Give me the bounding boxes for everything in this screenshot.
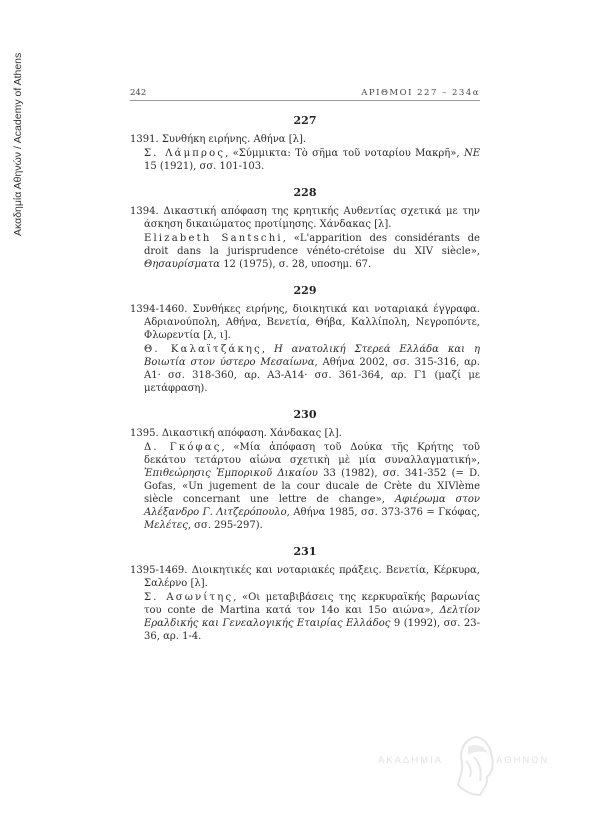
section-number: 230 [293, 408, 317, 421]
entry-id: 1394. [130, 206, 159, 217]
reference-title-italic: Δελτίον Εραλδικής και Γενεαλογικής Εταιρίας Ελλάδος [144, 605, 480, 629]
entry-id: 1394-1460. [130, 304, 188, 315]
reference-text: , Αθήνα 2002, σσ. 315-316, αρ. Α1· σσ. 318-360, αρ. Α3-Α14· σσ. 361-364, αρ. Γ1 (μαζί με μετάφραση). [144, 357, 480, 394]
document-page [130, 88, 480, 643]
entry-line [130, 303, 480, 342]
entry-description: Δικαστική απόφαση της κρητικής Αυθεντίας σχετικά με την άσκηση δικαιώματος προτίμησης. Χάνδακας [λ]. [144, 206, 480, 230]
entry-line [130, 205, 480, 231]
logo-text-right: ΑΘΗΝΩΝ [496, 755, 550, 766]
reference-text: 15 (1921), σσ. 101-103. [144, 161, 265, 172]
watermark-text: Ακαδημία Αθηνών / Academy of Athens [12, 52, 24, 236]
entry-line [130, 427, 480, 440]
entry-description: Συνθήκη ειρήνης. Αθήνα [λ]. [161, 134, 307, 145]
running-head [130, 88, 480, 101]
bibliographic-reference [130, 591, 480, 643]
reference-text: , «Σύμμικτα: Τὸ σῆμα τοῦ νοταρίου Μακρῆ», [225, 148, 464, 159]
page-number: 242 [130, 88, 147, 98]
reference-text: , [261, 344, 274, 355]
catalog-section [130, 114, 480, 173]
section-number: 228 [293, 186, 317, 199]
entry-id: 1395. [130, 428, 159, 439]
athena-head-icon [454, 733, 498, 799]
logo-text-left: ΑΚΑΔΗΜΙΑ [378, 755, 444, 766]
academy-logo [378, 733, 578, 803]
running-title: ΑΡΙΘΜΟΙ 227 – 234α [361, 88, 480, 98]
entry-description: Δικαστική απόφαση. Χάνδακας [λ]. [161, 428, 342, 439]
reference-text: 33 (1982), σσ. 341-352 (= D. Gofas, «Un jugement de la cour ducale de Crète du XIVlème siècle concernant une lettre de change», [144, 468, 480, 505]
reference-text: , «Οι μεταβιβάσεις της κερκυραϊκής βαρωνίας του conte de Martina κατά τον 14ο και 15ο αιώνα», [144, 592, 480, 616]
reference-text: , «L'apparition des considérants de droit dans la jurisprudence vénéto-crétoise du XIV siècle», [144, 233, 480, 257]
reference-title-italic: Ἐπιθεώρησις Ἐμπορικοῦ Δικαίου [144, 468, 318, 479]
reference-title-italic: ΝΕ [463, 148, 480, 159]
reference-title-italic: Μελέτες [144, 520, 188, 531]
reference-text: , σσ. 295-297). [187, 520, 263, 531]
reference-author: Elizabeth Santschi [144, 233, 283, 244]
entry-id: 1391. [130, 134, 159, 145]
section-number: 231 [293, 545, 317, 558]
bibliographic-reference [130, 232, 480, 271]
reference-author: Σ. Ασωνίτης [144, 592, 234, 603]
catalog-section [130, 284, 480, 395]
bibliographic-reference [130, 441, 480, 532]
reference-author: Δ. Γκόφας [144, 442, 222, 453]
catalog-section [130, 408, 480, 532]
entry-description: Διοικητικές και νοταριακές πράξεις. Βενετία, Κέρκυρα, Σαλέρνο [λ]. [144, 565, 480, 589]
entry-description: Συνθήκες ειρήνης, διοικητικά και νοταριακά έγγραφα. Αδριανούπολη, Αθήνα, Βενετία, Θήβα, Καλλίπολη, Νεγροπόντε, Φλωρεντία [λ, ι]. [144, 304, 480, 341]
reference-author: Θ. Καλαϊτζάκης [144, 344, 262, 355]
sections-container [130, 114, 480, 643]
reference-text: 12 (1975), σ. 28, υποσημ. 67. [220, 259, 372, 270]
section-number: 227 [293, 114, 317, 127]
reference-text: , Αθήνα 1985, σσ. 373-376 = Γκόφας, [286, 507, 480, 518]
reference-title-italic: Θησαυρίσματα [144, 259, 221, 270]
reference-title-italic: Αφιέρωμα στον Αλέξανδρο Γ. Λιτζερόπουλο [144, 494, 480, 518]
entry-line [130, 133, 480, 146]
entry-line [130, 564, 480, 590]
reference-text: 9 (1992), σσ. 23-36, αρ. 1-4. [144, 618, 480, 642]
bibliographic-reference [130, 147, 480, 173]
reference-text: , «Μία ἀπόφαση τοῦ Δούκα τῆς Κρήτης τοῦ δεκάτου τετάρτου αἰώνα σχετικὴ μὲ μία συναλλαγματική», [144, 442, 480, 466]
reference-author: Σ. Λάμπρος [144, 148, 226, 159]
entry-id: 1395-1469. [130, 565, 188, 576]
section-number: 229 [293, 284, 317, 297]
catalog-section [130, 545, 480, 643]
bibliographic-reference [130, 343, 480, 395]
reference-title-italic: Η ανατολική Στερεά Ελλάδα και η Βοιωτία στον ύστερο Μεσαίωνα [144, 344, 480, 368]
side-watermark [6, 40, 32, 240]
catalog-section [130, 186, 480, 271]
